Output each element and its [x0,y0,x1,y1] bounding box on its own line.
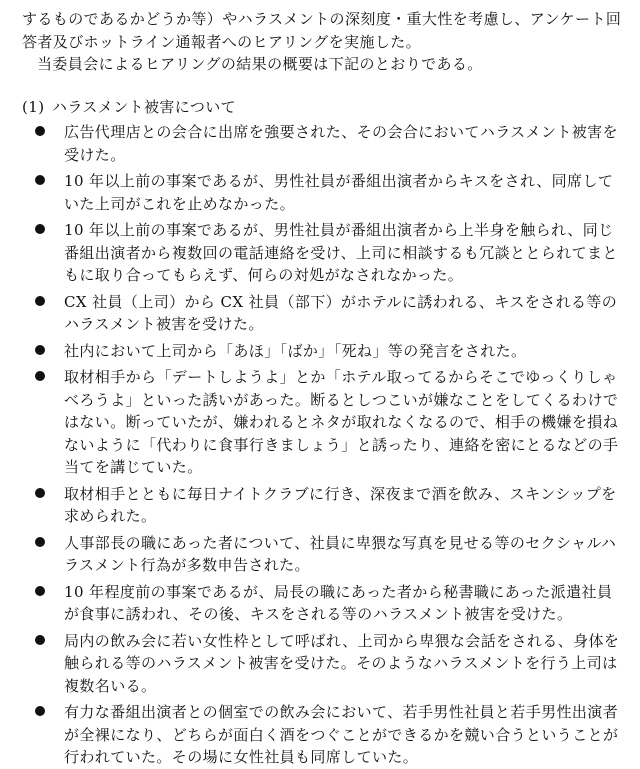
bullet-icon [35,371,45,381]
list-item [22,121,624,166]
list-item [22,170,624,215]
list-item [22,291,624,336]
list-item-text: 有力な番組出演者との個室での飲み会において、若手男性社員と若手男性出演者が全裸になり、どちらが面白く酒をつぐことができるかを競い合うということが行われていた。その場に女性社員も同席していた。 [64,703,619,766]
list-item [22,219,624,287]
list-item-text: CX 社員（上司）から CX 社員（部下）がホテルに誘われる、キスをされる等のハラスメント被害を受けた。 [64,292,618,333]
list-item-text: 10 年以上前の事案であるが、男性社員が番組出演者から上半身を触られ、同じ番組出演者から複数回の電話連絡を受け、上司に相談するも冗談ととられてまともに取り合ってもらえず、何らの対処がなされなかった。 [64,221,618,284]
section-title: ハラスメント被害について [52,97,237,116]
list-item-text: 10 年程度前の事案であるが、局長の職にあった者から秘書職にあった派遣社員が食事に誘われ、その後、キスをされる等のハラスメント被害を受けた。 [64,582,613,623]
bullet-icon [35,488,45,498]
list-item [22,366,624,479]
bullet-icon [35,537,45,547]
list-item [22,581,624,626]
list-item [22,483,624,528]
bullet-icon [35,635,45,645]
list-item-text: 10 年以上前の事案であるが、男性社員が番組出演者からキスをされ、同席していた上司がこれを止めなかった。 [64,172,614,213]
intro-summary: 当委員会によるヒアリングの結果の概要は下記のとおりである。 [37,55,483,73]
intro-paragraph: するものであるかどうか等）やハラスメントの深刻度・重大性を考慮し、アンケート回答者及びホットライン通報者へのヒアリングを実施した。 [22,10,622,51]
list-item-text: 取材相手から「デートしようよ」とか「ホテル取ってるからそこでゆっくりしゃべろうよ」といった誘いがあった。断るとしつこいが嫌なことをしてくるわけではない。断っていたが、嫌われるとネタが取れなくなるので、相手の機嫌を損ねないように「代わりに食事行きましょう」と誘ったり、連絡を密にとるなどの手当てを講じていた。 [64,368,619,476]
list-item-text: 広告代理店との会合に出席を強要された、その会合においてハラスメント被害を受けた。 [64,123,618,164]
section-number: (1) [22,97,45,116]
bullet-icon [35,224,45,234]
list-item-text: 人事部長の職にあった者について、社員に卑猥な写真を見せる等のセクシャルハラスメント行為が多数申告された。 [64,533,617,574]
bullet-icon [35,296,45,306]
bullet-icon [35,126,45,136]
list-item-text: 局内の飲み会に若い女性枠として呼ばれ、上司から卑猥な会話をされる、身体を触られる等のハラスメント被害を受けた。そのようなハラスメントを行う上司は複数名いる。 [64,631,620,695]
bullet-icon [35,175,45,185]
bullet-icon [35,706,45,716]
harassment-list [22,121,624,769]
list-item-text: 取材相手とともに毎日ナイトクラブに行き、深夜まで酒を飲み、スキンシップを求められた。 [64,484,617,525]
list-item [22,630,624,698]
list-item-text: 社内において上司から「あほ」「ばか」「死ね」等の発言をされた。 [64,341,527,360]
list-item [22,340,624,363]
bullet-icon [35,586,45,596]
list-item [22,532,624,577]
section-heading [22,96,624,119]
bullet-icon [35,345,45,355]
list-item [22,701,624,769]
